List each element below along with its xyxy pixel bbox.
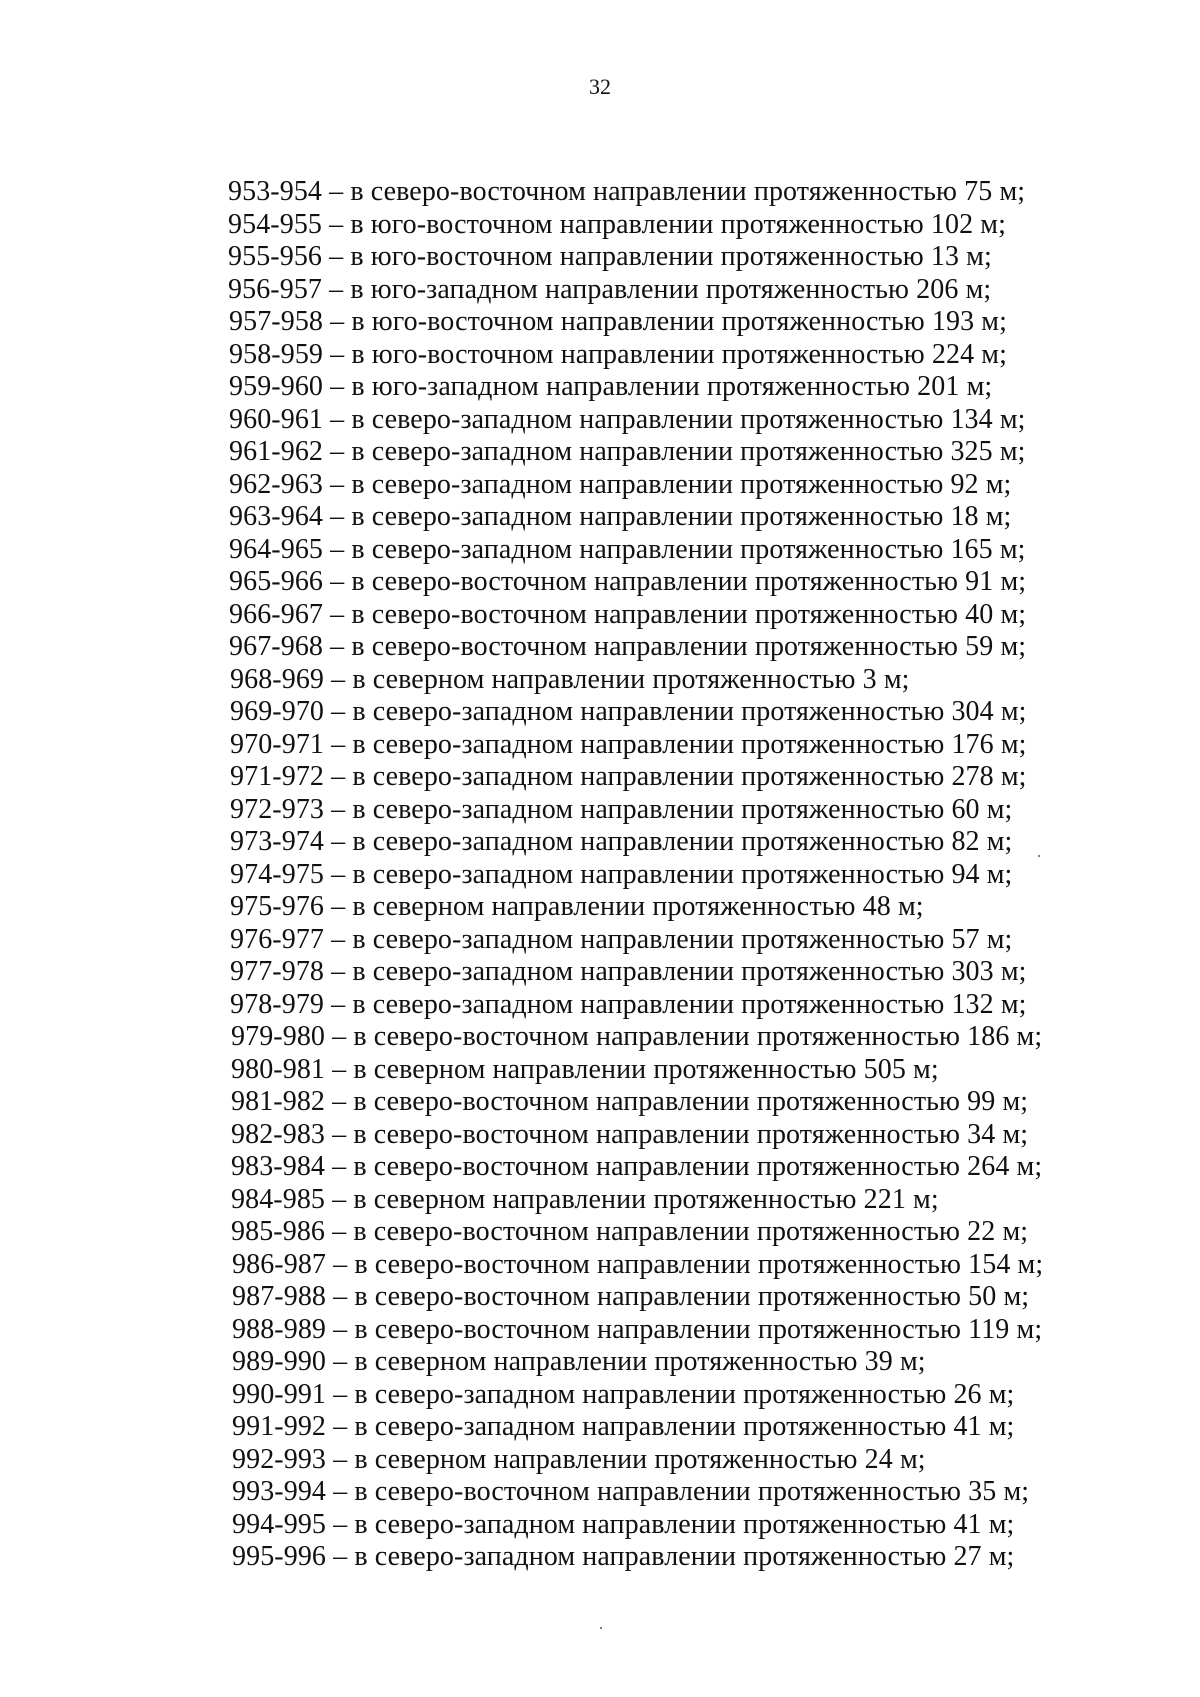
boundary-segment-entry: 956-957 – в юго-западном направлении протяженностью 206 м; (228, 273, 992, 305)
boundary-segment-entry: 990-991 – в северо-западном направлении протяженностью 26 м; (232, 1378, 1015, 1410)
boundary-segment-entry: 994-995 – в северо-западном направлении протяженностью 41 м; (232, 1508, 1015, 1540)
boundary-segment-entry: 953-954 – в северо-восточном направлении протяженностью 75 м; (228, 176, 1026, 207)
boundary-segment-list (228, 176, 1043, 1574)
boundary-segment-entry: 981-982 – в северо-восточном направлении протяженностью 99 м; (231, 1086, 1029, 1117)
boundary-segment-entry: 976-977 – в северо-западном направлении протяженностью 57 м; (230, 923, 1013, 955)
boundary-segment-entry: 982-983 – в северо-восточном направлении протяженностью 34 м; (231, 1118, 1029, 1150)
boundary-segment-entry: 977-978 – в северо-западном направлении протяженностью 303 м; (230, 956, 1027, 987)
boundary-segment-entry: 969-970 – в северо-западном направлении протяженностью 304 м; (230, 696, 1027, 727)
boundary-segment-entry: 989-990 – в северном направлении протяженностью 39 м; (232, 1346, 926, 1377)
boundary-segment-entry: 966-967 – в северо-восточном направлении протяженностью 40 м; (229, 598, 1027, 630)
boundary-segment-entry: 954-955 – в юго-восточном направлении протяженностью 102 м; (228, 208, 1006, 240)
boundary-segment-entry: 963-964 – в северо-западном направлении протяженностью 18 м; (229, 501, 1012, 532)
boundary-segment-entry: 987-988 – в северо-восточном направлении протяженностью 50 м; (232, 1281, 1030, 1312)
boundary-segment-entry: 978-979 – в северо-западном направлении протяженностью 132 м; (230, 988, 1027, 1020)
boundary-segment-entry: 964-965 – в северо-западном направлении протяженностью 165 м; (229, 533, 1026, 565)
boundary-segment-entry: 985-986 – в северо-восточном направлении протяженностью 22 м; (231, 1216, 1029, 1247)
boundary-segment-entry: 993-994 – в северо-восточном направлении протяженностью 35 м; (232, 1476, 1030, 1507)
boundary-segment-entry: 965-966 – в северо-восточном направлении протяженностью 91 м; (229, 566, 1027, 597)
boundary-segment-entry: 979-980 – в северо-восточном направлении протяженностью 186 м; (231, 1021, 1043, 1052)
boundary-segment-entry: 967-968 – в северо-восточном направлении протяженностью 59 м; (229, 631, 1027, 662)
boundary-segment-entry: 968-969 – в северном направлении протяженностью 3 м; (230, 663, 910, 695)
boundary-segment-entry: 959-960 – в юго-западном направлении протяженностью 201 м; (229, 371, 993, 402)
boundary-segment-entry: 975-976 – в северном направлении протяженностью 48 м; (230, 891, 924, 922)
scan-speck (600, 1627, 602, 1629)
boundary-segment-entry: 983-984 – в северо-восточном направлении протяженностью 264 м; (231, 1151, 1043, 1182)
boundary-segment-entry: 986-987 – в северо-восточном направлении протяженностью 154 м; (232, 1248, 1044, 1280)
boundary-segment-entry: 980-981 – в северном направлении протяженностью 505 м; (231, 1053, 939, 1085)
boundary-segment-entry: 957-958 – в юго-восточном направлении протяженностью 193 м; (229, 306, 1007, 337)
scan-speck (1038, 855, 1040, 857)
boundary-segment-entry: 960-961 – в северо-западном направлении протяженностью 134 м; (229, 403, 1026, 435)
boundary-segment-entry: 988-989 – в северо-восточном направлении протяженностью 119 м; (232, 1313, 1043, 1345)
boundary-segment-entry: 961-962 – в северо-западном направлении протяженностью 325 м; (229, 436, 1026, 467)
boundary-segment-entry: 962-963 – в северо-западном направлении протяженностью 92 м; (229, 468, 1012, 500)
boundary-segment-entry: 995-996 – в северо-западном направлении протяженностью 27 м; (232, 1541, 1015, 1572)
boundary-segment-entry: 970-971 – в северо-западном направлении протяженностью 176 м; (230, 728, 1027, 760)
boundary-segment-entry: 974-975 – в северо-западном направлении протяженностью 94 м; (230, 858, 1013, 890)
boundary-segment-entry: 992-993 – в северном направлении протяженностью 24 м; (232, 1443, 926, 1475)
boundary-segment-entry: 955-956 – в юго-восточном направлении протяженностью 13 м; (228, 241, 992, 272)
page-number: 32 (589, 74, 611, 99)
boundary-segment-entry: 971-972 – в северо-западном направлении протяженностью 278 м; (230, 761, 1027, 792)
boundary-segment-entry: 972-973 – в северо-западном направлении протяженностью 60 м; (230, 793, 1013, 825)
boundary-segment-entry: 984-985 – в северном направлении протяженностью 221 м; (231, 1183, 939, 1215)
boundary-segment-entry: 991-992 – в северо-западном направлении протяженностью 41 м; (232, 1411, 1015, 1442)
boundary-segment-entry: 958-959 – в юго-восточном направлении протяженностью 224 м; (229, 338, 1007, 370)
boundary-segment-entry: 973-974 – в северо-западном направлении протяженностью 82 м; (230, 826, 1013, 857)
